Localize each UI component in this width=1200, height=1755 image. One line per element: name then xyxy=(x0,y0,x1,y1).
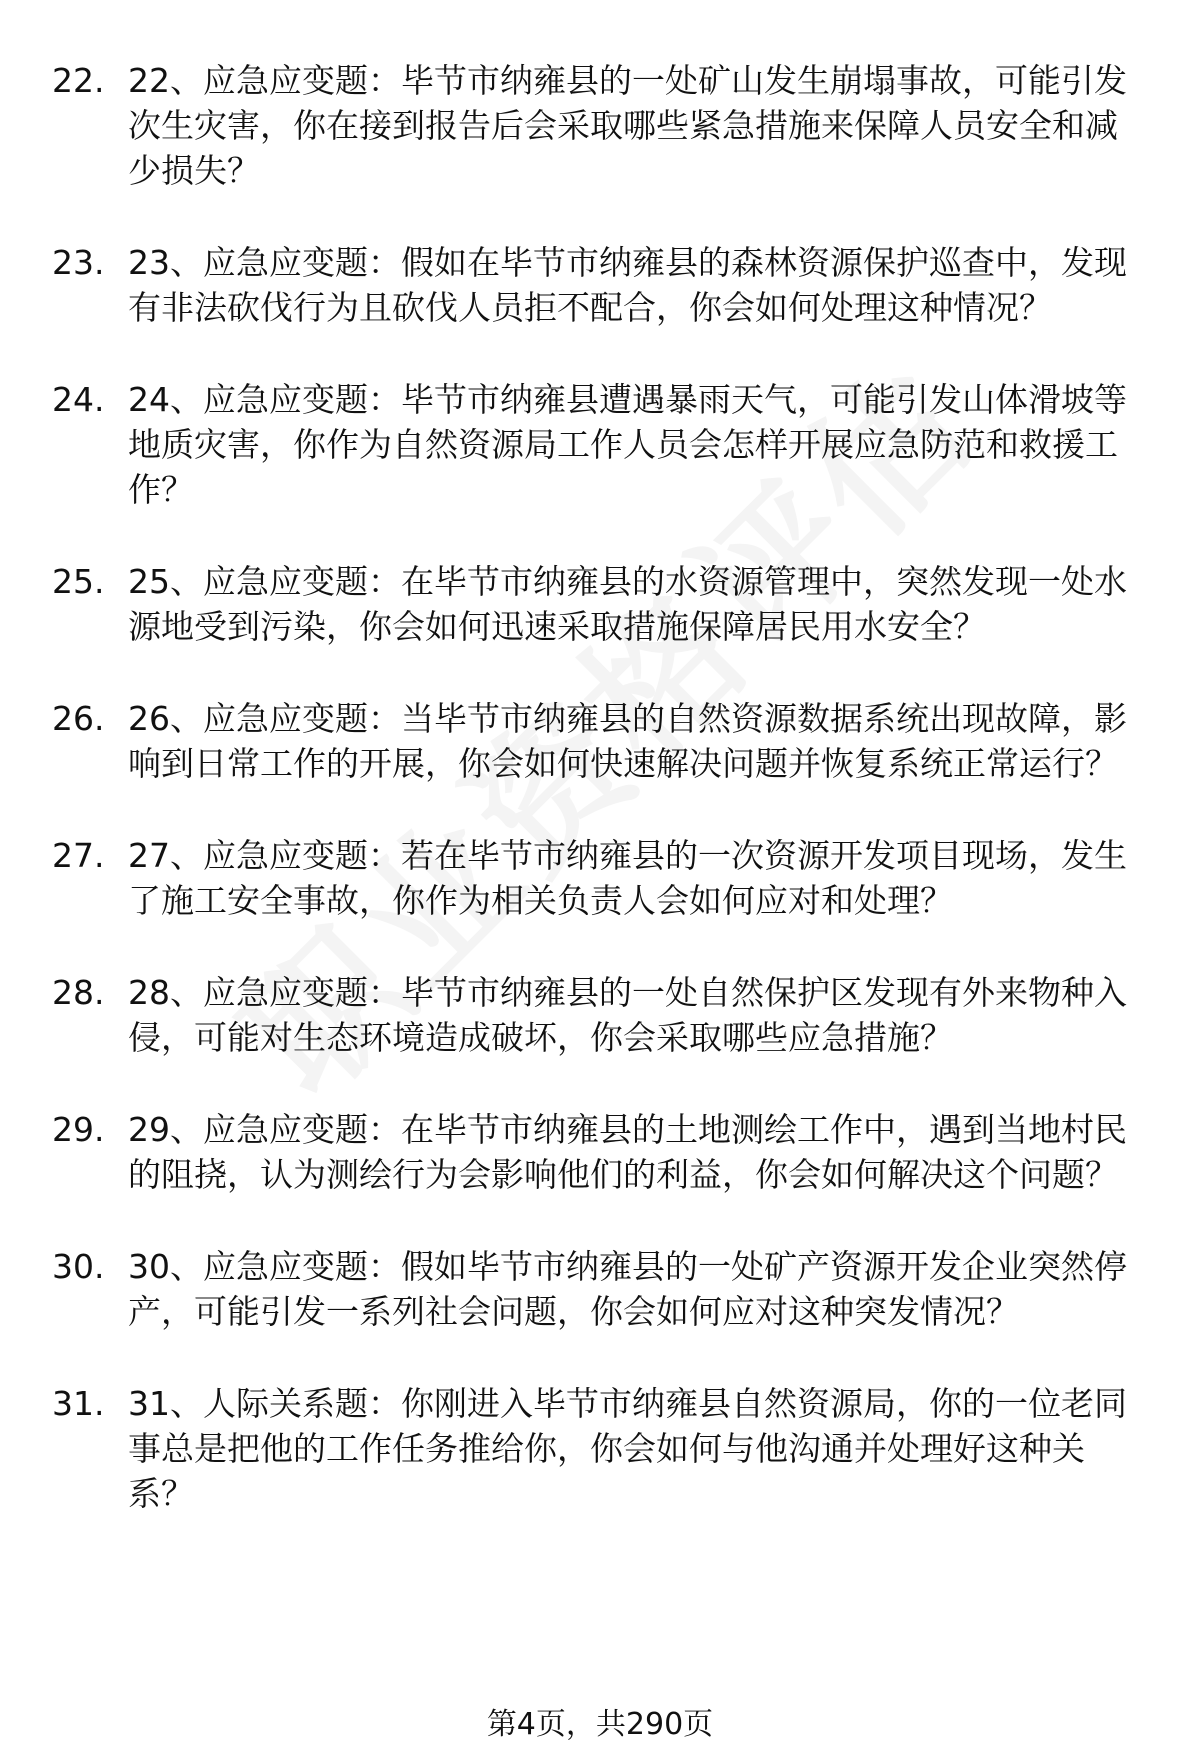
question-list xyxy=(0,58,1200,1563)
question-text: 26、应急应变题：当毕节市纳雍县的自然资源数据系统出现故障，影响到日常工作的开展，你会如何快速解决问题并恢复系统正常运行？ xyxy=(128,699,1127,783)
list-item xyxy=(0,58,1200,193)
question-number: 23. xyxy=(52,243,105,282)
question-text: 24、应急应变题：毕节市纳雍县遭遇暴雨天气，可能引发山体滑坡等地质灾害，你作为自然资源局工作人员会怎样开展应急防范和救援工作？ xyxy=(128,380,1127,509)
list-item xyxy=(0,970,1200,1060)
list-item xyxy=(0,1107,1200,1197)
question-text: 28、应急应变题：毕节市纳雍县的一处自然保护区发现有外来物种入侵，可能对生态环境造成破坏，你会采取哪些应急措施？ xyxy=(128,973,1127,1057)
list-item xyxy=(0,559,1200,649)
question-text: 27、应急应变题：若在毕节市纳雍县的一次资源开发项目现场，发生了施工安全事故，你作为相关负责人会如何应对和处理？ xyxy=(128,836,1127,920)
question-text: 25、应急应变题：在毕节市纳雍县的水资源管理中，突然发现一处水源地受到污染，你会如何迅速采取措施保障居民用水安全？ xyxy=(128,562,1127,646)
question-text: 31、人际关系题：你刚进入毕节市纳雍县自然资源局，你的一位老同事总是把他的工作任务推给你，你会如何与他沟通并处理好这种关系？ xyxy=(128,1384,1127,1513)
list-item xyxy=(0,696,1200,786)
question-number: 22. xyxy=(52,61,105,100)
question-text: 30、应急应变题：假如毕节市纳雍县的一处矿产资源开发企业突然停产，可能引发一系列社会问题，你会如何应对这种突发情况？ xyxy=(128,1247,1127,1331)
question-number: 31. xyxy=(52,1384,105,1423)
question-text: 29、应急应变题：在毕节市纳雍县的土地测绘工作中，遇到当地村民的阻挠，认为测绘行为会影响他们的利益，你会如何解决这个问题？ xyxy=(128,1110,1127,1194)
list-item xyxy=(0,1381,1200,1516)
page-footer: 第4页，共290页 xyxy=(486,1707,714,1742)
question-number: 25. xyxy=(52,562,105,601)
question-number: 26. xyxy=(52,699,105,738)
question-number: 28. xyxy=(52,973,105,1012)
question-text: 23、应急应变题：假如在毕节市纳雍县的森林资源保护巡查中，发现有非法砍伐行为且砍伐人员拒不配合，你会如何处理这种情况？ xyxy=(128,243,1127,327)
question-number: 24. xyxy=(52,380,105,419)
question-text: 22、应急应变题：毕节市纳雍县的一处矿山发生崩塌事故，可能引发次生灾害，你在接到报告后会采取哪些紧急措施来保障人员安全和减少损失？ xyxy=(128,61,1127,190)
question-number: 30. xyxy=(52,1247,105,1286)
list-item xyxy=(0,377,1200,512)
question-number: 29. xyxy=(52,1110,105,1149)
list-item xyxy=(0,833,1200,923)
list-item xyxy=(0,240,1200,330)
question-number: 27. xyxy=(52,836,105,875)
list-item xyxy=(0,1244,1200,1334)
